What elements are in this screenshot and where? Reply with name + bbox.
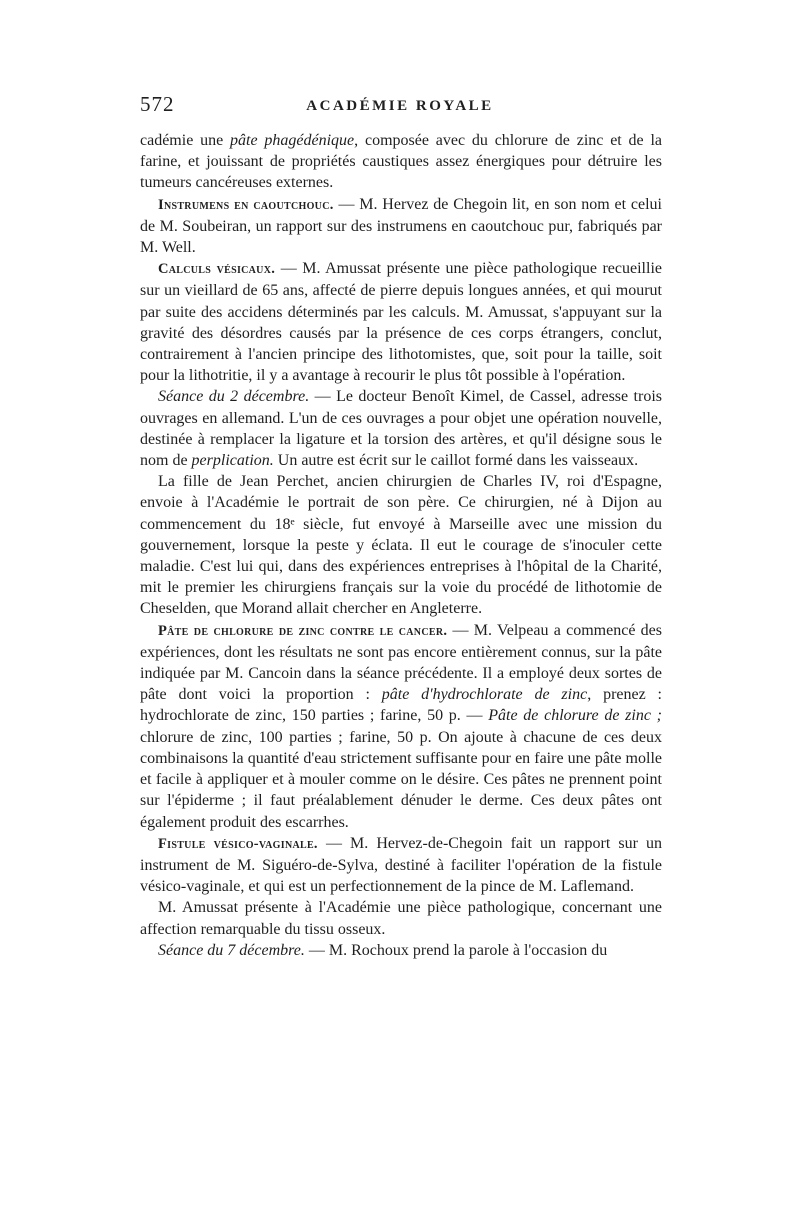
section-heading: Calculs vésicaux. [158, 261, 276, 278]
paragraph-seance-2-decembre: Séance du 2 décembre. — Le docteur Benoît Kimel, de Cassel, adresse trois ouvrages en allemand. L'un de ces ouvrages a pour objet une opération nouvelle, destinée à remplacer la ligature et la torsion des artères, et qu'il désigne sous le nom de perplication. Un autre est écrit sur le caillot formé dans les vaisseaux. [140, 388, 662, 470]
paragraph-pate-chlorure: Pâte de chlorure de zinc contre le cancer. — M. Velpeau a commencé des expériences, dont les résultats ne sont pas encore entièrement connus, sur la pâte indiquée par M. Cancoin dans la séance précédente. Il a employé deux sortes de pâte dont voici la proportion : pâte d'hydrochlorate de zinc, prenez : hydrochlorate de zinc, 150 parties ; farine, 50 p. — Pâte de chlorure de zinc ; chlorure de zinc, 100 parties ; farine, 50 p. On ajoute à chacune de ces deux combinaisons la quantité d'eau strictement suffisante pour en faire une pâte molle et facile à appliquer et à mouler comme on le désire. Ces pâtes ne prennent point sur l'épiderme ; il faut préalablement dénuder le derme. Ces deux pâtes ont également produit des escarrhes. [140, 621, 663, 831]
body-text [140, 130, 662, 961]
session-date: Séance du 2 décembre. [158, 388, 310, 406]
paragraph-calculs: Calculs vésicaux. — M. Amussat présente une pièce pathologique recueillie sur un vieillard de 65 ans, affecté de pierre depuis longues années, et qui mourut par suite des accidens déterminés par les calculs. M. Amussat, s'appuyant sur la gravité des désordres causés par la présence de ces corps étrangers, conclut, contrairement à l'ancien principe des lithotomistes, que, soit pour la taille, soit pour la lithotritie, il y a avantage à recourir le plus tôt possible à l'opération. [140, 260, 662, 385]
paragraph-perchet: La fille de Jean Perchet, ancien chirurgien de Charles IV, roi d'Espagne, envoie à l'Académie le portrait de son père. Ce chirurgien, né à Dijon au commencement du 18ᵉ siècle, fut envoyé à Marseille avec une mission du gouvernement, lorsque la peste y éclata. Il eut le courage de s'inoculer cette maladie. C'est lui qui, dans des expériences entreprises à l'hôpital de la Charité, mit le premier les chirurgiens français sur la voie du procédé de lithotomie de Cheselden, que Morand allait chercher en Angleterre. [140, 473, 662, 618]
running-head: ACADÉMIE ROYALE [306, 98, 494, 114]
paragraph-fistule: Fistule vésico-vaginale. — M. Hervez-de-Chegoin fait un rapport sur un instrument de M. Siguéro-de-Sylva, destiné à faciliter l'opération de la fistule vésico-vaginale, et qui est un perfectionnement de la pince de M. Laflemand. [140, 834, 662, 896]
paragraph-amussat: M. Amussat présente à l'Académie une pièce pathologique, concernant une affection remarquable du tissu osseux. [140, 899, 662, 938]
paragraph-seance-7-decembre: Séance du 7 décembre. — M. Rochoux prend la parole à l'occasion du [158, 941, 608, 959]
page-number: 572 [140, 92, 175, 116]
paragraph-continuation: cadémie une pâte phagédénique, composée avec du chlorure de zinc et de la farine, et jouissant de propriétés caustiques assez énergiques pour détruire les tumeurs cancéreuses externes. [140, 132, 663, 192]
session-date: Séance du 7 décembre. [158, 941, 305, 959]
section-heading: Instrumens en caoutchouc. [158, 196, 334, 213]
section-heading: Pâte de chlorure de zinc contre le cancer. [158, 622, 448, 639]
paragraph-instrumens: Instrumens en caoutchouc. — M. Hervez de Chegoin lit, en son nom et celui de M. Soubeiran, un rapport sur des instrumens en caoutchouc pur, fabriqués par M. Well. [140, 195, 662, 257]
section-heading: Fistule vésico-vaginale. [158, 835, 318, 852]
